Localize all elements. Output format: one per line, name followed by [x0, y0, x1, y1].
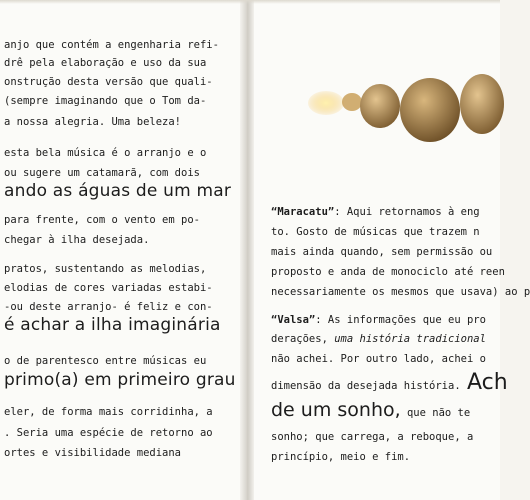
valsa-paragraph-first-line: “Valsa”: As informações que eu pro — [271, 314, 486, 326]
text-line: pratos, sustentando as melodias, — [4, 263, 207, 275]
text-line: esta bela música é o arranjo e o — [4, 147, 207, 159]
flame-glow — [308, 91, 344, 115]
page-edge — [0, 0, 500, 4]
text-line-large: primo(a) em primeiro grau — [4, 370, 236, 390]
maracatu-label: “Maracatu” — [271, 206, 335, 218]
text-line: ortes e visibilidade mediana — [4, 447, 182, 459]
italic-phrase: uma história tradicional — [334, 333, 486, 345]
text-line: necessariamente os mesmos que usava) ao p — [271, 286, 530, 298]
text-line: -ou deste arranjo- é feliz e con- — [4, 301, 213, 313]
left-page — [0, 0, 246, 500]
text-line: princípio, meio e fim. — [271, 451, 411, 463]
text-line: chegar à ilha desejada. — [4, 234, 150, 246]
stacked-stones-image — [308, 60, 500, 160]
text-line-large: é achar a ilha imaginária — [4, 315, 221, 335]
text-line: onstrução desta versão que quali- — [4, 76, 213, 88]
text-line: de um sonho, que não te — [271, 399, 471, 421]
stone — [360, 84, 400, 128]
text-line: . Seria uma espécie de retorno ao — [4, 427, 213, 439]
text-line: o de parentesco entre músicas eu — [4, 355, 207, 367]
text-line: to. Gosto de músicas que trazem n — [271, 226, 480, 238]
text-line: eler, de forma mais corridinha, a — [4, 406, 213, 418]
text-line: mais ainda quando, sem permissão ou — [271, 246, 493, 258]
text-line: derações, uma história tradicional — [271, 333, 486, 345]
text-line: ou sugere um catamarã, com dois — [4, 167, 200, 179]
text-line-large: ando as águas de um mar — [4, 181, 232, 201]
maracatu-paragraph-first-line: “Maracatu”: Aqui retornamos à eng — [271, 206, 480, 218]
stone — [400, 78, 460, 142]
text-line: (sempre imaginando que o Tom da- — [4, 95, 207, 107]
book-gutter — [240, 0, 254, 500]
text-line: drê pela elaboração e uso da sua — [4, 57, 207, 69]
text-line: elodias de cores variadas estabi- — [4, 282, 213, 294]
text-line: anjo que contém a engenharia refi- — [4, 39, 219, 51]
text-line: proposto e anda de monociclo até reen — [271, 266, 505, 278]
valsa-label: “Valsa” — [271, 314, 316, 326]
text-line: não achei. Por outro lado, achei o — [271, 353, 486, 365]
text-line: dimensão da desejada história. Ach — [271, 370, 508, 395]
text-line: para frente, com o vento em po- — [4, 214, 200, 226]
text-line: a nossa alegria. Uma beleza! — [4, 116, 182, 128]
small-stone — [342, 93, 362, 111]
text-line: sonho; que carrega, a reboque, a — [271, 431, 474, 443]
stone — [460, 74, 504, 134]
